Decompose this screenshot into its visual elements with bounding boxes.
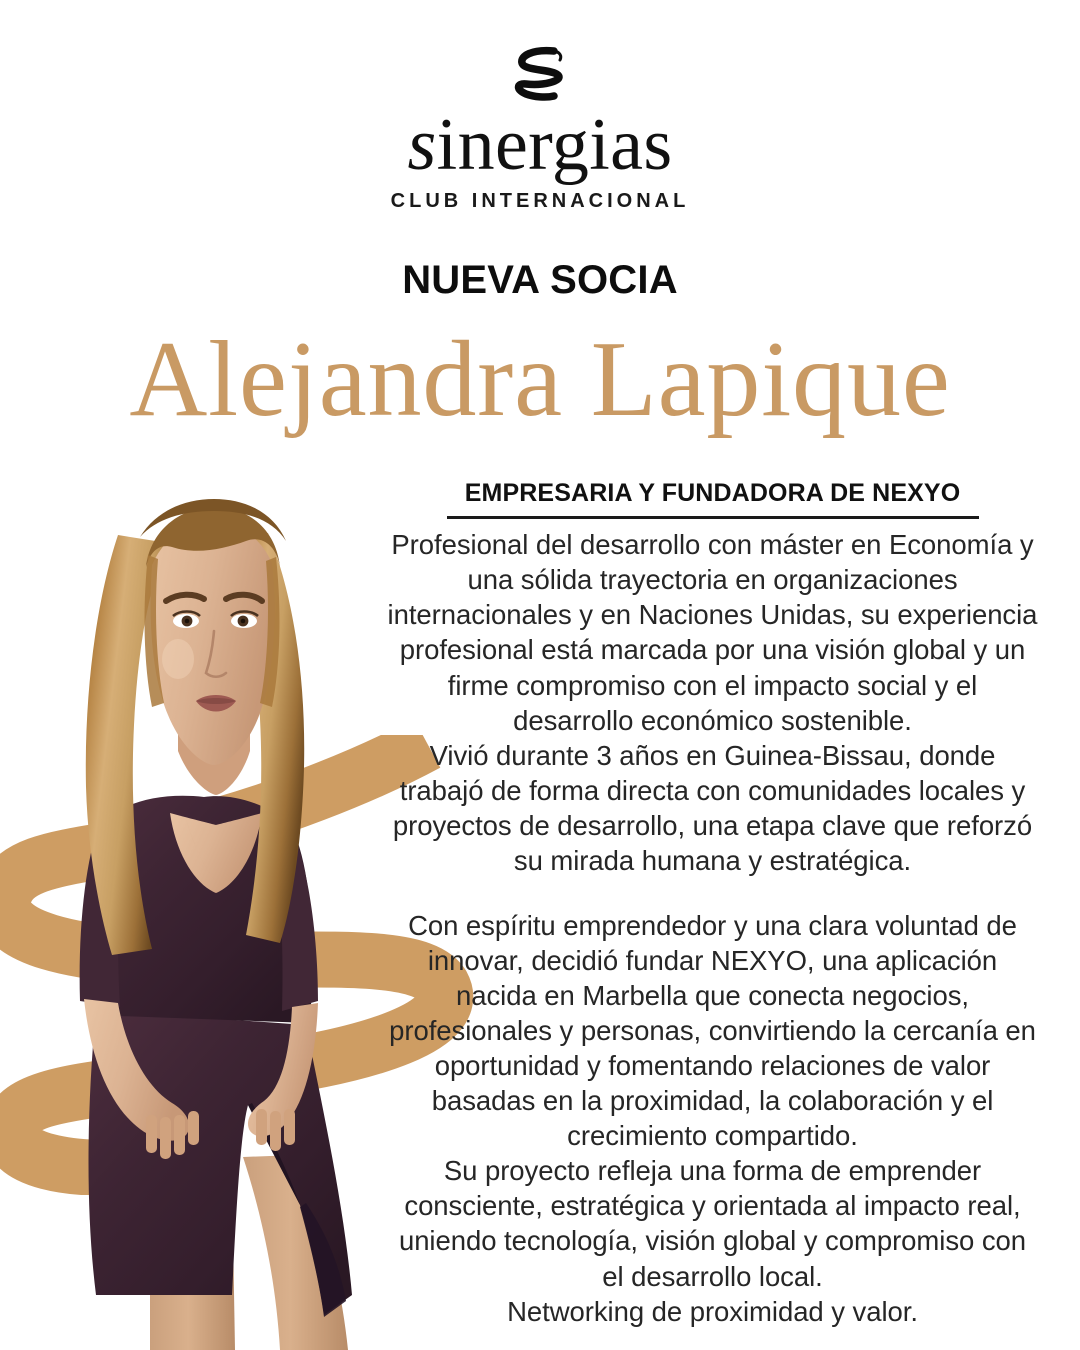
bio-paragraph: Networking de proximidad y valor. xyxy=(507,1295,918,1327)
profile-text-column xyxy=(385,478,1040,1329)
member-name: Alejandra Lapique xyxy=(129,320,951,439)
bio-paragraph: Con espíritu emprendedor y una clara voluntad de innovar, decidió fundar NEXYO, una aplicación nacida en Marbella que conecta negocios, profesionales y personas, convirtiendo la cercanía en oportunidad y fomentando relaciones de valor basadas en la proximidad, la colaboración y el crecimiento compartido. xyxy=(389,909,1036,1152)
role-divider xyxy=(447,516,979,519)
bio-paragraph: Profesional del desarrollo con máster en Economía y una sólida trayectoria en organizaciones internacionales y en Naciones Unidas, su experiencia profesional está marcada por una visión global y un firme compromiso con el impacto social y el desarrollo económico sostenible. xyxy=(387,529,1038,736)
sinergias-ribbon-mark-icon xyxy=(504,44,576,106)
member-bio xyxy=(385,527,1040,1328)
bio-paragraph: Vivió durante 3 años en Guinea-Bissau, donde trabajó de forma directa con comunidades locales y proyectos de desarrollo, una etapa clave que reforzó su mirada humana y estratégica. xyxy=(392,739,1033,876)
member-role: EMPRESARIA Y FUNDADORA DE NEXYO xyxy=(464,479,961,507)
bio-paragraph: Su proyecto refleja una forma de emprender consciente, estratégica y orientada al impacto real, uniendo tecnología, visión global y compromiso con el desarrollo local. xyxy=(398,1155,1027,1292)
brand-wordmark-rest: inergias xyxy=(436,104,673,186)
member-portrait-photo xyxy=(0,415,420,1350)
eyebrow-label: NUEVA SOCIA xyxy=(402,258,678,302)
brand-wordmark xyxy=(0,104,1080,186)
brand-tagline: CLUB INTERNACIONAL xyxy=(390,190,690,213)
brand-logo xyxy=(0,44,1080,213)
brand-wordmark-lead: s xyxy=(407,104,437,186)
